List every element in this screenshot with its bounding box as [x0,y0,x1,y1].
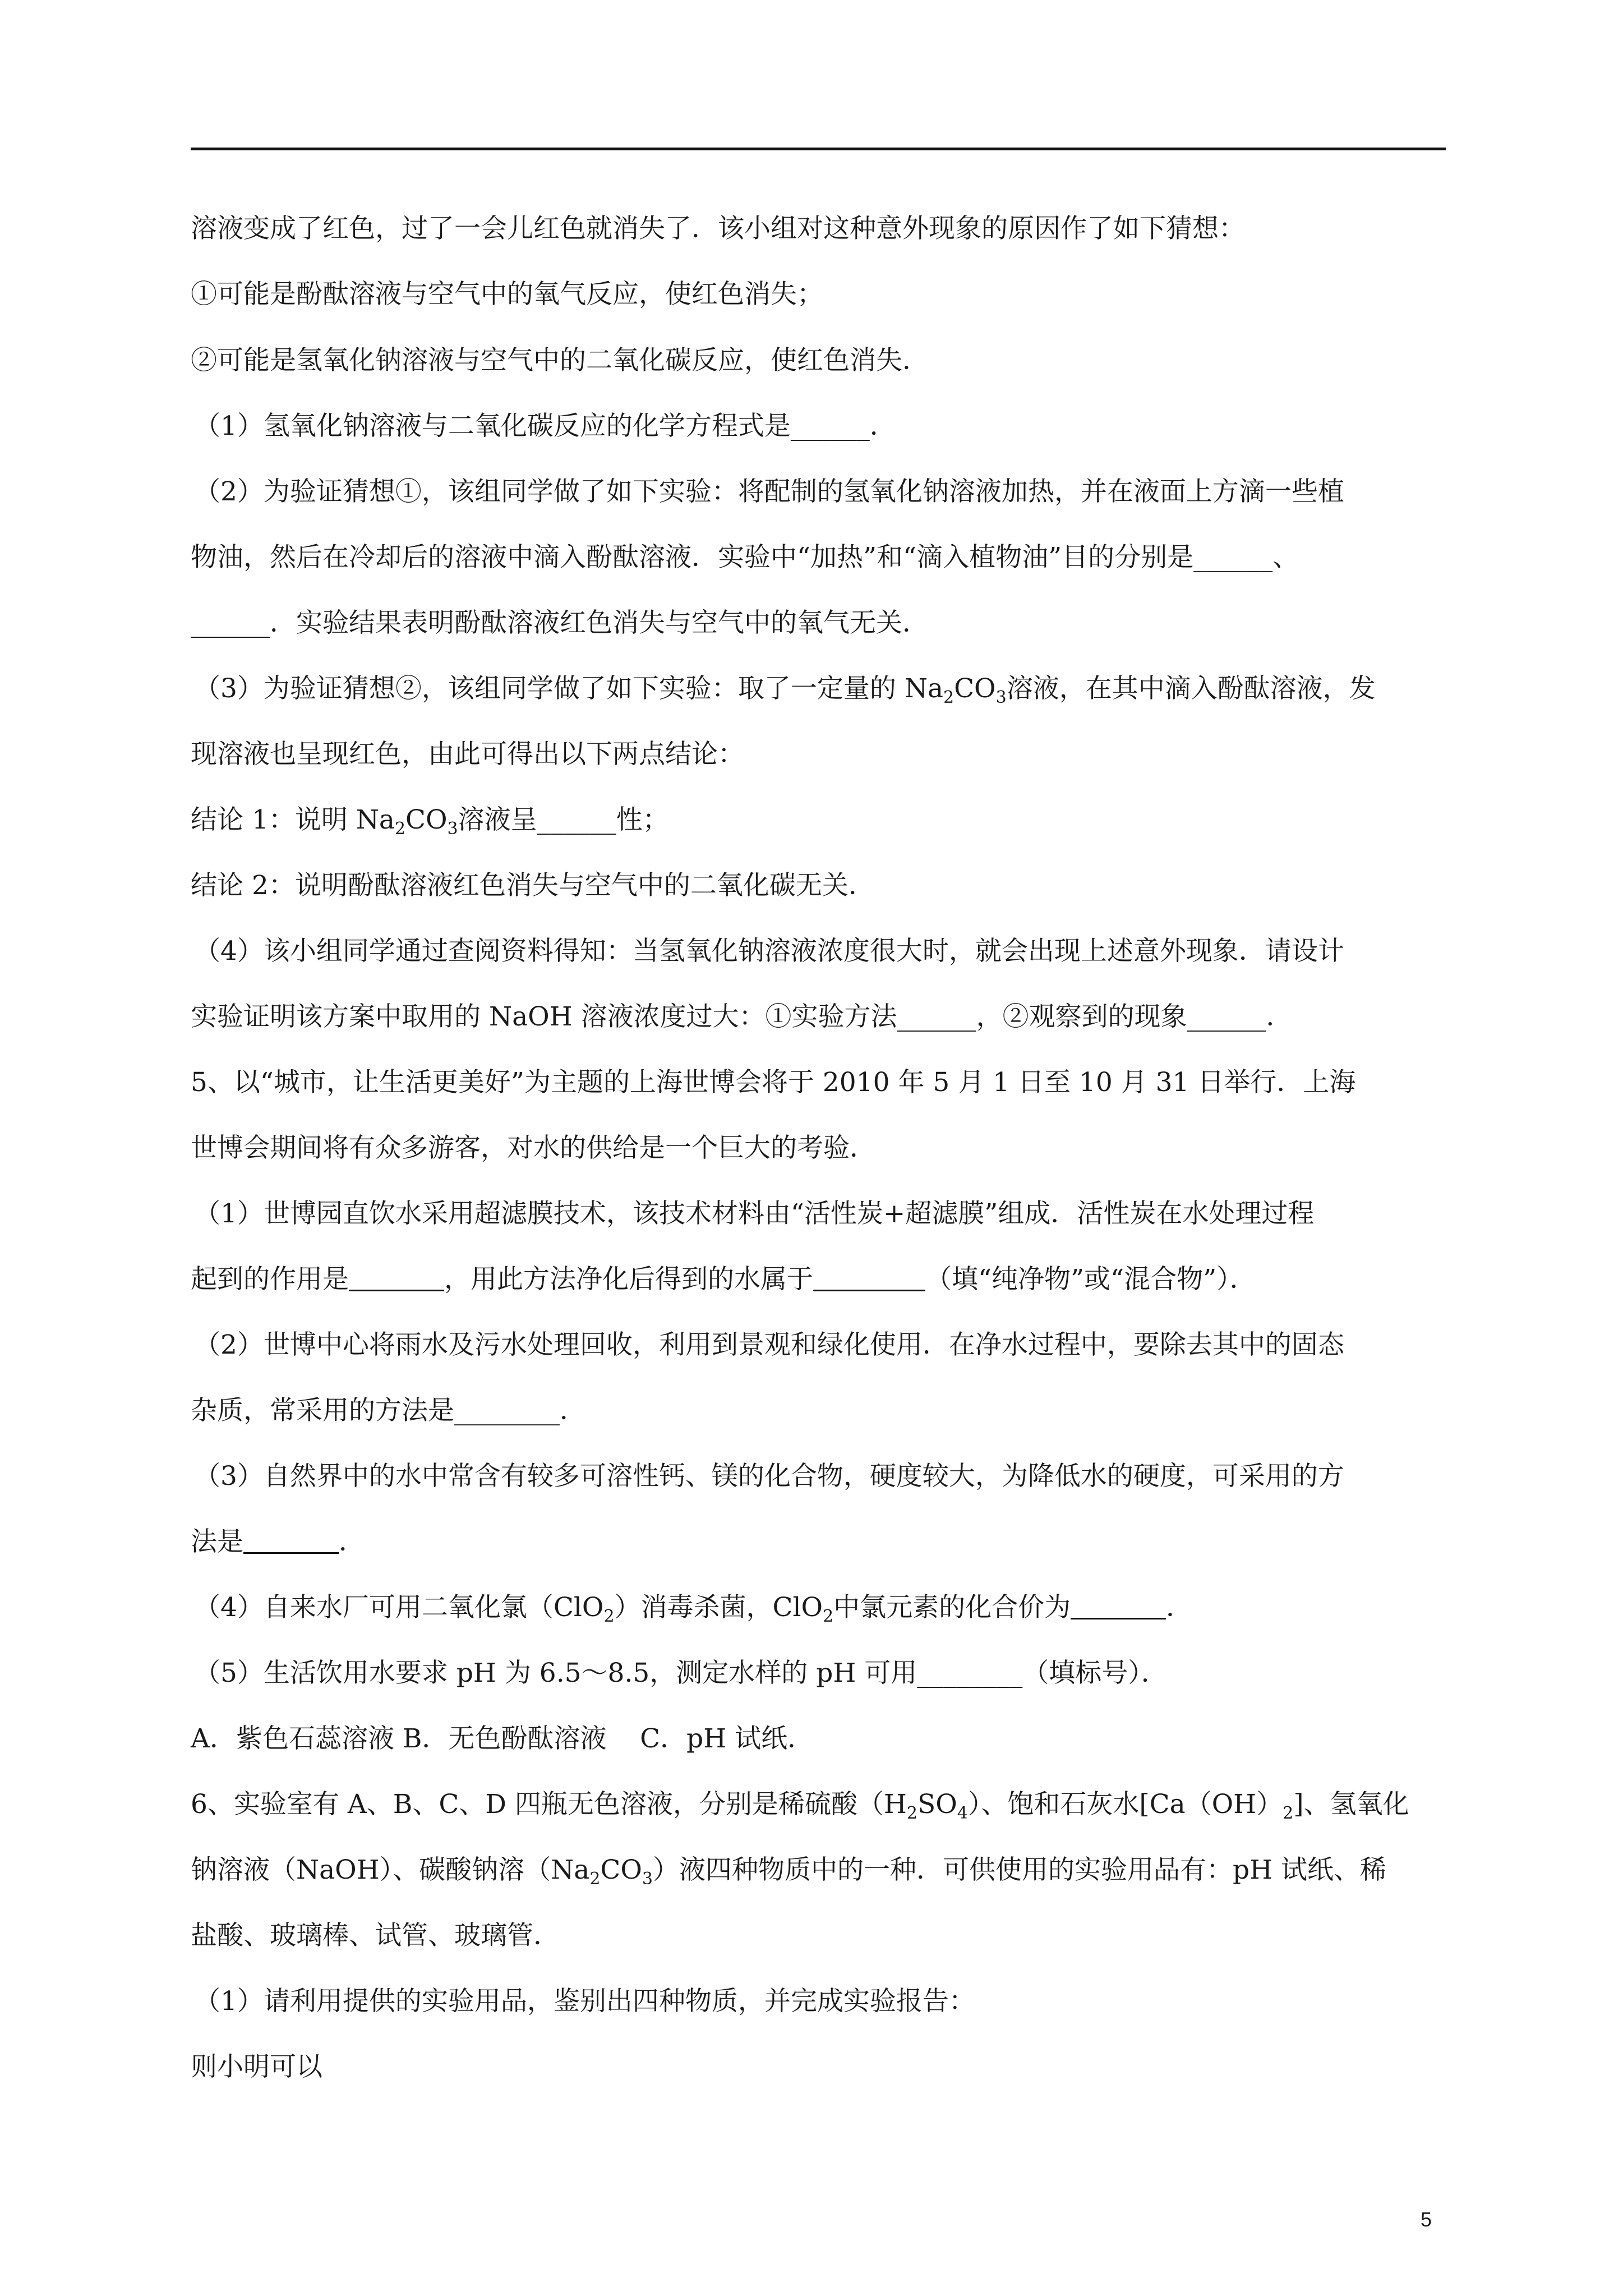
text-line: （3）自然界中的水中常含有较多可溶性钙、镁的化合物，硬度较大，为降低水的硬度，可采用的方 [194,1461,1344,1492]
text-line: （4）该小组同学通过查阅资料得知：当氢氧化钠溶液浓度很大时，就会出现上述意外现象．请设计 [194,936,1344,967]
text-line: 法是 ． [191,1526,365,1557]
answer-blank [813,1264,925,1291]
text-line: A．紫色石蕊溶液 B．无色酚酞溶液 C．pH 试纸． [191,1723,814,1754]
page-number: 5 [1421,2208,1432,2231]
header-rule [191,148,1446,150]
text-line: 结论 2：说明酚酞溶液红色消失与空气中的二氧化碳无关． [191,870,875,901]
text-line: （2）为验证猜想①，该组同学做了如下实验：将配制的氢氧化钠溶液加热，并在液面上方滴一些植 [194,476,1344,507]
question-5-heading: 5、以“城市，让生活更美好”为主题的上海世博会将于 2010 年 5 月 1 日至 10 月 31 日举行．上海 [191,1067,1356,1098]
text-line: （1）氢氧化钠溶液与二氧化碳反应的化学方程式是______． [194,411,896,441]
text-line: （2）世博中心将雨水及污水处理回收，利用到景观和绿化使用．在净水过程中，要除去其中的固态 [194,1329,1344,1360]
text-line: 现溶液也呈现红色，由此可得出以下两点结论： [191,739,744,770]
question-6-heading: 6、实验室有 A、B、C、D 四瓶无色溶液，分别是稀硫酸$(H_2SO_4)$、饱和石灰水$[Ca(OH)_2]$、氢氧化 [191,1789,1409,1823]
text-line: ①可能是酚酞溶液与空气中的氧气反应，使红色消失； [191,279,823,310]
text-line: 杂质，常采用的方法是________． [191,1395,586,1426]
text-line: 溶液变成了红色，过了一会儿红色就消失了．该小组对这种意外现象的原因作了如下猜想： [191,213,1245,244]
text-line: 起到的作用是 ，用此方法净化后得到的水属于 （填“纯净物”或“混合物”）． [191,1264,1256,1295]
text-line: （5）生活饮用水要求 pH 为 6.5～8.5，测定水样的 pH 可用________（填标号）． [194,1658,1168,1688]
text-line: ②可能是氢氧化钠溶液与空气中的二氧化碳反应，使红色消失． [191,345,929,376]
text-line: 世博会期间将有众多游客，对水的供给是一个巨大的考验． [191,1133,876,1163]
text-line: 物油，然后在冷却后的溶液中滴入酚酞溶液．实验中“加热”和“滴入植物油”目的分别是______、 [191,542,1299,573]
answer-blank [243,1526,339,1554]
text-line: （4）自来水厂可用二氧化氯（ClO$_2$）消毒杀菌，ClO$_2$中氯元素的化合价为 ． [194,1592,1193,1626]
text-line: （3）为验证猜想②，该组同学做了如下实验：取了一定量的 $Na_2CO_3$溶液，在其中滴入酚酞溶液，发 [194,673,1376,707]
text-line: （1）世博园直饮水采用超滤膜技术，该技术材料由“活性炭+超滤膜”组成．活性炭在水处理过程 [194,1198,1315,1229]
answer-blank [349,1264,444,1291]
text-line: 结论 1：说明 $Na_2CO_3$溶液呈______性； [191,804,669,839]
answer-blank [1071,1592,1166,1619]
text-line: 盐酸、玻璃棒、试管、玻璃管． [191,1920,560,1951]
text-line: 实验证明该方案中取用的 NaOH 溶液浓度过大：①实验方法______，②观察到的现象______． [191,1001,1293,1032]
text-line: 钠溶液（NaOH）、碳酸钠溶$(Na_2CO_3)$液四种物质中的一种．可供使用的实验用品有：pH 试纸、稀 [191,1855,1387,1889]
text-line: ______．实验结果表明酚酞溶液红色消失与空气中的氧气无关． [191,608,929,638]
text-line: （1）请利用提供的实验用品，鉴别出四种物质，并完成实验报告： [194,1986,975,2017]
text-line: 则小明可以 [191,2051,322,2082]
